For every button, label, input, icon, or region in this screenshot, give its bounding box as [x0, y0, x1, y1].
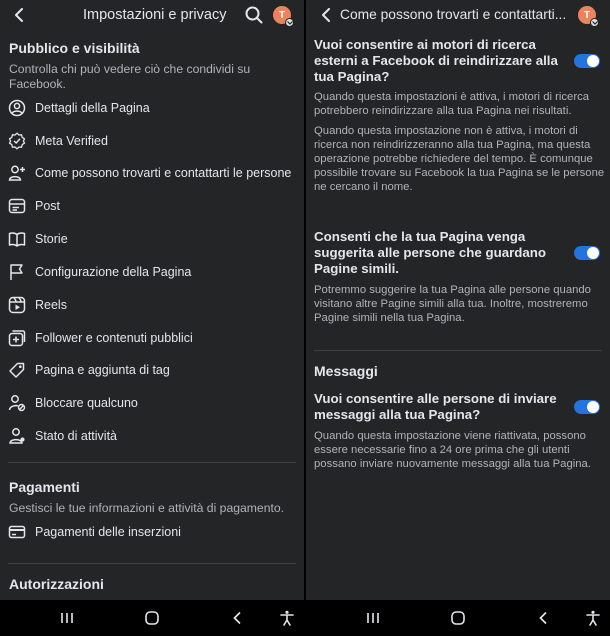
- avatar-letter: T: [583, 9, 591, 21]
- setting-question: Vuoi consentire alle persone di inviare messaggi alla tua Pagina?: [314, 391, 557, 422]
- divider: [8, 563, 296, 564]
- home-button[interactable]: [143, 609, 161, 627]
- search-button[interactable]: [245, 6, 263, 24]
- activity-person-icon: [8, 427, 26, 445]
- messages-toggle[interactable]: [574, 400, 600, 414]
- accessibility-button[interactable]: [584, 609, 602, 627]
- menu-label: Bloccare qualcuno: [35, 396, 138, 410]
- menu-item-find-contact[interactable]: [0, 159, 296, 187]
- menu-item-page-setup[interactable]: [0, 258, 296, 286]
- book-icon: [8, 230, 26, 248]
- menu-item-stories[interactable]: [0, 225, 296, 253]
- menu-label: Storie: [35, 232, 68, 246]
- menu-label: Pagamenti delle inserzioni: [35, 525, 181, 539]
- system-nav-bar: [0, 600, 304, 636]
- section-title-public: Pubblico e visibilità: [9, 40, 140, 56]
- verified-badge-icon: [8, 132, 26, 150]
- avatar-letter: T: [278, 9, 286, 21]
- chevron-left-icon: [13, 8, 25, 22]
- setting-desc: Quando questa impostazioni è attiva, i motori di ricerca potrebbero reindirizzare alla tua Pagina nei risultati.: [314, 91, 590, 117]
- avatar[interactable]: [273, 6, 291, 24]
- block-person-icon: [8, 394, 26, 412]
- home-icon: [450, 610, 466, 626]
- right-header: [306, 0, 610, 30]
- system-back-button[interactable]: [534, 609, 552, 627]
- system-nav-bar: [306, 600, 610, 636]
- accessibility-icon: [585, 610, 601, 626]
- search-icon: [245, 6, 263, 24]
- section-title-payments: Pagamenti: [9, 479, 80, 495]
- card-icon: [8, 523, 26, 541]
- home-icon: [144, 610, 160, 626]
- setting-question: Consenti che la tua Pagina venga suggerita alle persone che guardano Pagine simili.: [314, 229, 547, 276]
- accessibility-icon: [279, 610, 295, 626]
- menu-label: Dettagli della Pagina: [35, 101, 150, 115]
- chevron-down-icon: [590, 18, 599, 27]
- section-title-messages: Messaggi: [314, 363, 378, 379]
- accessibility-button[interactable]: [278, 609, 296, 627]
- menu-label: Come possono trovarti e contattarti le persone: [35, 166, 292, 180]
- profile-icon: [8, 99, 26, 117]
- reels-icon: [8, 296, 26, 314]
- setting-search-engines: [314, 37, 606, 194]
- recent-apps-icon: [366, 611, 380, 625]
- chevron-down-icon: [285, 18, 294, 27]
- menu-item-page-details[interactable]: [0, 94, 296, 122]
- menu-item-meta-verified[interactable]: [0, 127, 296, 155]
- search-engines-toggle[interactable]: [574, 54, 600, 68]
- menu-item-post[interactable]: [0, 192, 296, 220]
- recent-apps-button[interactable]: [364, 609, 382, 627]
- tag-icon: [8, 361, 26, 379]
- section-title-authorizations: Autorizzazioni: [9, 576, 104, 592]
- suggest-page-toggle[interactable]: [574, 246, 600, 260]
- chevron-left-icon: [320, 8, 332, 22]
- avatar[interactable]: [578, 6, 596, 24]
- menu-label: Meta Verified: [35, 134, 108, 148]
- menu-label: Post: [35, 199, 61, 213]
- follower-plus-icon: [8, 329, 26, 347]
- setting-desc: Quando questa impostazione viene riattivata, possono essere necessarie fino a 24 ore prima che gli utenti possano inviare nuovamente messaggi alla tua Pagina.: [314, 430, 591, 470]
- setting-desc: Potremmo suggerire la tua Pagina alle persone quando visitano altre Pagine simili alla tua. Inoltre, mostreremo Pagine simili nella tua Pagina.: [314, 284, 591, 324]
- person-add-icon: [8, 164, 26, 182]
- setting-suggest-page: [314, 229, 606, 325]
- back-button[interactable]: [315, 4, 337, 26]
- back-icon: [537, 611, 549, 625]
- flag-icon: [8, 263, 26, 281]
- system-back-button[interactable]: [228, 609, 246, 627]
- left-header: [0, 0, 304, 30]
- menu-item-activity-status[interactable]: [0, 422, 296, 450]
- page-title: Come possono trovarti e contattarti...: [340, 7, 567, 22]
- menu-label: Follower e contenuti pubblici: [35, 331, 193, 345]
- recent-apps-icon: [60, 611, 74, 625]
- page-title: Impostazioni e privacy: [83, 7, 227, 23]
- menu-item-followers[interactable]: [0, 324, 296, 352]
- setting-desc: Quando questa impostazione non è attiva, i motori di ricerca non reindirizzeranno alla tua Pagina, ma questa operazione potrebbe richiedere del tempo. È comunque possibile trovare su Facebook la tua Pagina se le persone ne cercano il nome.: [314, 125, 605, 193]
- menu-label: Stato di attività: [35, 429, 117, 443]
- section-desc-payments: Gestisci le tue informazioni e attività di pagamento.: [9, 501, 285, 515]
- back-icon: [231, 611, 243, 625]
- menu-item-tagging[interactable]: [0, 356, 296, 384]
- setting-question: Vuoi consentire ai motori di ricerca esterni a Facebook di reindirizzare alla tua Pagina?: [314, 37, 558, 84]
- settings-privacy-screen: [0, 0, 304, 636]
- home-button[interactable]: [449, 609, 467, 627]
- find-contact-settings-screen: [306, 0, 610, 636]
- menu-label: Pagina e aggiunta di tag: [35, 363, 170, 377]
- section-desc-public: Controlla chi può vedere ciò che condividi su Facebook.: [9, 62, 251, 91]
- menu-label: Configurazione della Pagina: [35, 265, 192, 279]
- menu-item-ad-payments[interactable]: [0, 518, 296, 546]
- back-button[interactable]: [8, 4, 30, 26]
- menu-label: Reels: [35, 298, 67, 312]
- divider: [8, 462, 296, 463]
- setting-messages: [314, 391, 606, 471]
- post-icon: [8, 197, 26, 215]
- menu-item-reels[interactable]: [0, 291, 296, 319]
- divider: [314, 350, 602, 351]
- recent-apps-button[interactable]: [58, 609, 76, 627]
- menu-item-block[interactable]: [0, 389, 296, 417]
